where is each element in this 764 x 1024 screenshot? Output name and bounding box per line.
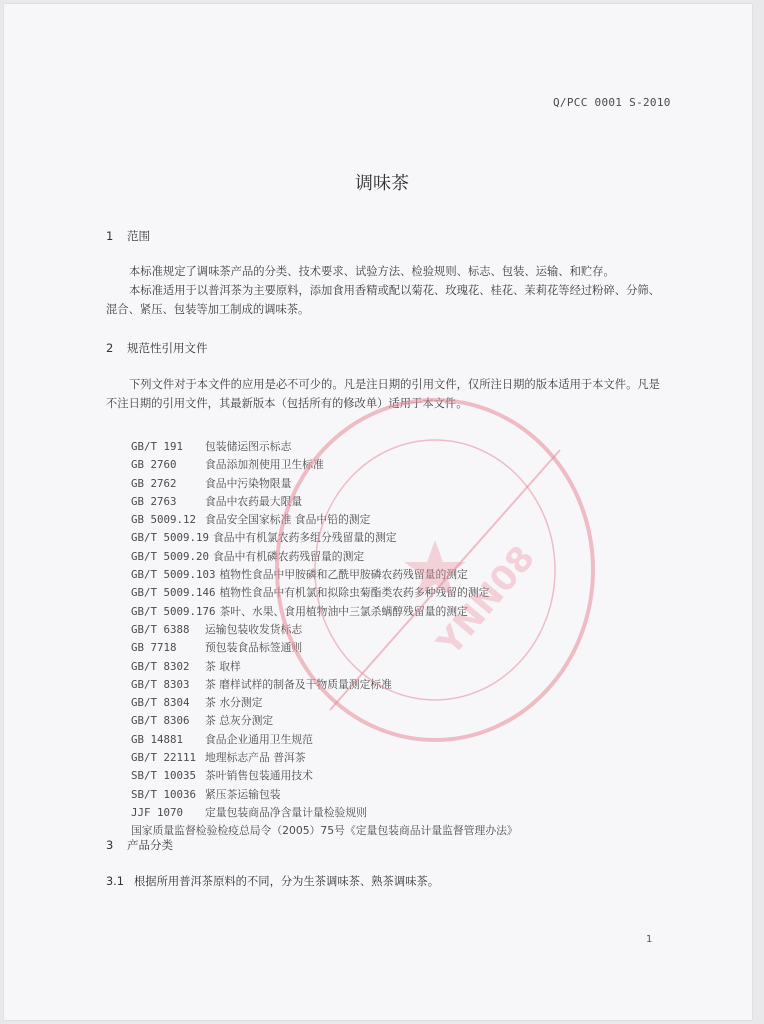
reference-item [131, 621, 518, 639]
references-intro-text: 下列文件对于本文件的应用是必不可少的。凡是注日期的引用文件，仅所注日期的版本适用于本文件。凡是不注日期的引用文件，其最新版本（包括所有的修改单）适用于本文件。 [106, 378, 660, 410]
reference-code: GB 5009.12 [131, 513, 197, 527]
reference-code: GB/T 8303 [131, 677, 190, 691]
reference-item [131, 456, 518, 474]
reference-item [131, 822, 518, 840]
scope-text [106, 262, 668, 319]
reference-item [131, 676, 518, 694]
reference-title: 茶叶、水果、食用植物油中三氯杀螨醇残留量的测定 [219, 604, 468, 618]
document-code: Q/PCC 0001 S-2010 [553, 96, 671, 109]
reference-code: GB/T 5009.19 [131, 531, 210, 545]
reference-item [131, 475, 518, 493]
reference-item [131, 603, 518, 621]
document-title: 调味茶 [355, 173, 409, 194]
reference-code: GB 2762 [131, 476, 177, 490]
reference-code: GB/T 8302 [131, 659, 190, 673]
reference-item [131, 438, 518, 456]
reference-item [131, 786, 518, 804]
section-heading-references [106, 340, 208, 356]
reference-code: GB/T 8306 [131, 714, 190, 728]
reference-code: GB 7718 [131, 641, 177, 655]
reference-code: GB 2763 [131, 494, 177, 508]
reference-item [131, 511, 518, 529]
reference-title: 食品中有机磷农药残留量的测定 [213, 549, 365, 563]
reference-title: 食品中污染物限量 [205, 476, 292, 490]
scope-paragraph-1: 本标准规定了调味茶产品的分类、技术要求、试验方法、检验规则、标志、包装、运输、和贮存。 [129, 265, 615, 278]
section-title: 产品分类 [127, 838, 173, 852]
reference-title: 植物性食品中有机氯和拟除虫菊酯类农药多种残留的测定 [219, 586, 490, 600]
reference-title: 食品中有机氯农药多组分残留量的测定 [213, 531, 397, 545]
reference-item [131, 493, 518, 511]
reference-title: 植物性食品中甲胺磷和乙酰甲胺磷农药残留量的测定 [219, 568, 468, 582]
reference-title: 食品企业通用卫生规范 [205, 732, 313, 746]
reference-item [131, 566, 518, 584]
reference-item [131, 548, 518, 566]
reference-title: 食品安全国家标准 食品中铅的测定 [205, 513, 371, 527]
reference-title: 茶 磨样试样的制备及干物质量测定标准 [205, 677, 392, 691]
reference-title: 地理标志产品 普洱茶 [205, 751, 306, 765]
reference-code: SB/T 10035 [131, 769, 197, 783]
reference-item [131, 712, 518, 730]
reference-code: GB/T 5009.176 [131, 604, 216, 618]
clause-3-1 [106, 873, 439, 889]
reference-title: 运输包装收发货标志 [205, 622, 303, 636]
reference-code: GB/T 5009.103 [131, 568, 216, 582]
references-intro [106, 375, 668, 413]
scope-paragraph-2: 本标准适用于以普洱茶为主要原料，添加食用香精或配以菊花、玫瑰花、桂花、茉莉花等经过粉碎、分筛、混合、紧压、包装等加工制成的调味茶。 [106, 284, 660, 316]
reference-title: 茶 水分测定 [205, 696, 263, 710]
reference-code: GB/T 191 [131, 440, 184, 453]
reference-code: GB/T 6388 [131, 622, 190, 636]
svg-text:YNN08: YNN08 [429, 538, 543, 663]
reference-code: GB/T 8304 [131, 696, 190, 710]
reference-title: 紧压茶运输包装 [205, 787, 281, 801]
section-heading-classification [106, 837, 173, 853]
reference-title: 食品中农药最大限量 [205, 494, 303, 508]
reference-title: 国家质量监督检验检疫总局令（2005）75号《定量包装商品计量监督管理办法》 [131, 824, 518, 838]
page-number: 1 [646, 934, 653, 945]
reference-title: 食品添加剂使用卫生标准 [205, 458, 324, 472]
section-number: 2 [106, 341, 114, 355]
reference-title: 定量包装商品净含量计量检验规则 [205, 805, 367, 819]
reference-code: GB/T 5009.146 [131, 586, 216, 600]
reference-title: 茶 总灰分测定 [205, 714, 274, 728]
section-number: 3 [106, 838, 114, 852]
reference-title: 茶叶销售包装通用技术 [205, 769, 313, 783]
reference-item [131, 584, 518, 602]
section-title: 范围 [127, 229, 150, 243]
section-title: 规范性引用文件 [127, 341, 208, 355]
reference-code: SB/T 10036 [131, 787, 197, 801]
reference-item [131, 639, 518, 657]
reference-title: 预包装食品标签通则 [205, 641, 303, 655]
reference-title: 包装储运图示标志 [205, 440, 292, 453]
reference-item [131, 749, 518, 767]
reference-code: GB 14881 [131, 732, 184, 746]
section-number: 1 [106, 229, 114, 243]
clause-text: 根据所用普洱茶原料的不同，分为生茶调味茶、熟茶调味茶。 [134, 875, 440, 888]
reference-item [131, 658, 518, 676]
reference-code: GB/T 22111 [131, 751, 197, 765]
reference-item [131, 804, 518, 822]
reference-code: GB 2760 [131, 458, 177, 472]
section-heading-scope [106, 228, 150, 244]
reference-list [131, 438, 518, 841]
reference-item [131, 767, 518, 785]
reference-item [131, 694, 518, 712]
reference-code: JJF 1070 [131, 805, 184, 819]
clause-number: 3.1 [106, 875, 124, 888]
reference-title: 茶 取样 [205, 659, 241, 673]
reference-item [131, 731, 518, 749]
reference-item [131, 529, 518, 547]
reference-code: GB/T 5009.20 [131, 549, 210, 563]
